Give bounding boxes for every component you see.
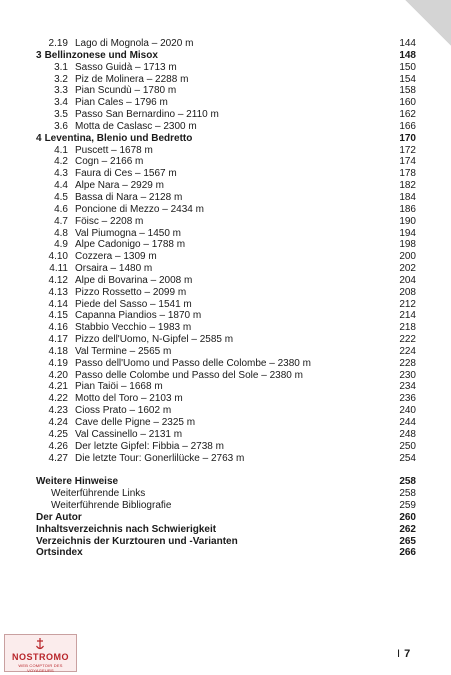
toc-entry-number: 4.14 xyxy=(48,298,68,310)
toc-section-row xyxy=(36,50,416,62)
toc-entry-number: 3.5 xyxy=(54,109,68,121)
toc-entry-page: 230 xyxy=(399,369,416,381)
toc-entry-page: 144 xyxy=(399,38,416,49)
toc-entry-row xyxy=(36,287,416,299)
toc-entry-page: 204 xyxy=(399,274,416,286)
toc-entry-number: 3 xyxy=(36,49,42,61)
toc-entry-row xyxy=(36,310,416,322)
toc-entry-title: Die letzte Tour: Gonerlilücke – 2763 m xyxy=(75,452,245,464)
toc-entry-page: 234 xyxy=(399,381,416,393)
toc-entry-title: Val Piumogna – 1450 m xyxy=(75,227,181,239)
toc-entry-number: 4.12 xyxy=(48,274,68,286)
toc-entry-row xyxy=(36,346,416,358)
toc-entry-row xyxy=(36,453,416,465)
toc-entry-title: Lago di Mognola – 2020 m xyxy=(75,38,194,49)
toc-entry-number: 4.25 xyxy=(48,428,68,440)
toc-entry-row xyxy=(36,216,416,228)
toc-entry-page: 250 xyxy=(399,440,416,452)
toc-entry-title: Weiterführende Links xyxy=(51,488,146,500)
toc-entry-row xyxy=(36,109,416,121)
anchor-icon xyxy=(36,638,44,650)
toc-section-row xyxy=(36,133,416,145)
toc-entry-number: 3.6 xyxy=(54,120,68,132)
toc-entry-title: Orsaira – 1480 m xyxy=(75,263,153,275)
toc-section-row xyxy=(36,547,416,559)
toc-entry-title: Bellinzonese und Misox xyxy=(44,49,158,61)
toc-entry-number: 4.4 xyxy=(54,180,68,192)
toc-entry-page: 170 xyxy=(399,132,416,144)
toc-entry-row xyxy=(36,168,416,180)
toc-entry-number: 4.18 xyxy=(48,345,68,357)
toc-entry-number: 4.26 xyxy=(48,440,68,452)
toc-entry-page: 228 xyxy=(399,357,416,369)
toc-entry-number: 4.16 xyxy=(48,322,68,334)
toc-entry-page: 224 xyxy=(399,345,416,357)
toc-entry-row xyxy=(36,145,416,157)
toc-entry-number: 4.3 xyxy=(54,168,68,180)
toc-section-row xyxy=(36,512,416,524)
toc-entry-page: 202 xyxy=(399,263,416,275)
toc-entry-row xyxy=(36,251,416,263)
toc-entry-title: Alpe Nara – 2929 m xyxy=(75,180,164,192)
toc-entry-number: 4.2 xyxy=(54,156,68,168)
toc-entry-title: Cogn – 2166 m xyxy=(75,156,144,168)
toc-entry-title: Ortsindex xyxy=(36,547,83,559)
toc-entry-row xyxy=(36,275,416,287)
toc-entry-page: 200 xyxy=(399,251,416,263)
toc-entry-number: 3.1 xyxy=(54,61,68,73)
toc-entry-page: 172 xyxy=(399,144,416,156)
toc-entry-row xyxy=(36,62,416,74)
toc-entry-page: 258 xyxy=(399,476,416,488)
toc-entry-page: 214 xyxy=(399,310,416,322)
toc-entry-number: 4.23 xyxy=(48,405,68,417)
toc-entry-row xyxy=(36,441,416,453)
toc-entry-page: 166 xyxy=(399,120,416,132)
toc-entry-row xyxy=(36,156,416,168)
toc-entry-row xyxy=(36,429,416,441)
toc-entry-title: Alpe Cadonigo – 1788 m xyxy=(75,239,186,251)
toc-entry-title: Leventina, Blenio und Bedretto xyxy=(44,132,193,144)
toc-entry-page: 194 xyxy=(399,227,416,239)
toc-entry-title: Val Termine – 2565 m xyxy=(75,345,172,357)
toc-entry-page: 198 xyxy=(399,239,416,251)
toc-entry-number: 4.1 xyxy=(54,144,68,156)
toc-entry-title: Sasso Guidà – 1713 m xyxy=(75,61,177,73)
toc-entry-title: Pizzo Rossetto – 2099 m xyxy=(75,286,187,298)
toc-spacer xyxy=(36,464,416,476)
toc-entry-row xyxy=(36,192,416,204)
toc-entry-number: 4 xyxy=(36,132,42,144)
toc-entry-page: 148 xyxy=(399,49,416,61)
toc-entry-page: 212 xyxy=(399,298,416,310)
toc-entry-row xyxy=(36,358,416,370)
toc-section-row xyxy=(36,524,416,536)
toc-entry-title: Puscett – 1678 m xyxy=(75,144,153,156)
toc-entry-title: Cioss Prato – 1602 m xyxy=(75,405,172,417)
toc-entry-page: 260 xyxy=(399,511,416,523)
toc-entry-number: 4.9 xyxy=(54,239,68,251)
toc-entry-row xyxy=(36,38,416,50)
toc-entry-page: 160 xyxy=(399,97,416,109)
toc-entry-number: 4.19 xyxy=(48,357,68,369)
toc-entry-title: Faura di Ces – 1567 m xyxy=(75,168,177,180)
toc-entry-page: 265 xyxy=(399,535,416,547)
toc-entry-row xyxy=(36,500,416,512)
toc-entry-row xyxy=(36,97,416,109)
toc-entry-title: Pizzo dell'Uomo, N-Gipfel – 2585 m xyxy=(75,334,234,346)
toc-entry-title: Alpe di Bovarina – 2008 m xyxy=(75,274,193,286)
toc-entry-page: 222 xyxy=(399,334,416,346)
toc-entry-row xyxy=(36,74,416,86)
toc-entry-number: 4.7 xyxy=(54,215,68,227)
toc-entry-page: 174 xyxy=(399,156,416,168)
toc-entry-page: 266 xyxy=(399,547,416,559)
toc-entry-title: Der letzte Gipfel: Fibbia – 2738 m xyxy=(75,440,224,452)
toc-entry-number: 4.20 xyxy=(48,369,68,381)
toc-entry-row xyxy=(36,488,416,500)
toc-entry-page: 236 xyxy=(399,393,416,405)
toc-entry-page: 244 xyxy=(399,417,416,428)
toc-entry-number: 4.10 xyxy=(48,251,68,263)
toc-entry-row xyxy=(36,239,416,251)
toc-entry-title: Piz de Molinera – 2288 m xyxy=(75,73,189,85)
toc-entry-number: 4.27 xyxy=(48,452,68,464)
toc-entry-page: 248 xyxy=(399,428,416,440)
table-of-contents xyxy=(36,38,416,559)
logo-tagline: WEB COMPTOIR DES VOYAGEURS xyxy=(18,663,63,673)
toc-entry-page: 262 xyxy=(399,523,416,535)
toc-entry-title: Passo dell'Uomo und Passo delle Colombe – 2380 m xyxy=(75,357,311,369)
toc-entry-number: 2.19 xyxy=(48,38,68,49)
toc-entry-row xyxy=(36,417,416,429)
toc-entry-number: 4.13 xyxy=(48,286,68,298)
toc-entry-title: Motta de Caslasc – 2300 m xyxy=(75,120,197,132)
toc-entry-title: Passo San Bernardino – 2110 m xyxy=(75,109,219,121)
toc-entry-title: Inhaltsverzeichnis nach Schwierigkeit xyxy=(36,523,217,535)
toc-entry-row xyxy=(36,180,416,192)
toc-entry-row xyxy=(36,370,416,382)
toc-entry-page: 154 xyxy=(399,73,416,85)
toc-entry-title: Piede del Sasso – 1541 m xyxy=(75,298,192,310)
toc-section-row xyxy=(36,476,416,488)
toc-entry-row xyxy=(36,299,416,311)
toc-entry-page: 190 xyxy=(399,215,416,227)
toc-entry-number: 4.15 xyxy=(48,310,68,322)
toc-entry-title: Bassa di Nara – 2128 m xyxy=(75,191,183,203)
toc-entry-page: 182 xyxy=(399,180,416,192)
toc-entry-number: 3.2 xyxy=(54,73,68,85)
toc-entry-row xyxy=(36,381,416,393)
page-number-value: 7 xyxy=(404,648,411,660)
logo-wordmark: NOSTROMO xyxy=(12,652,69,662)
toc-entry-number: 4.21 xyxy=(48,381,68,393)
toc-entry-page: 208 xyxy=(399,286,416,298)
toc-entry-row xyxy=(36,263,416,275)
toc-entry-page: 258 xyxy=(399,488,416,500)
toc-entry-row xyxy=(36,228,416,240)
page-number xyxy=(397,648,410,660)
toc-entry-title: Passo delle Colombe und Passo del Sole – 2380 m xyxy=(75,369,303,381)
toc-entry-page: 186 xyxy=(399,203,416,215)
toc-entry-page: 240 xyxy=(399,405,416,417)
toc-entry-number: 4.5 xyxy=(54,191,68,203)
toc-entry-page: 254 xyxy=(399,452,416,464)
toc-entry-title: Pian Cales – 1796 m xyxy=(75,97,168,109)
toc-entry-title: Val Cassinello – 2131 m xyxy=(75,428,183,440)
toc-entry-number: 4.6 xyxy=(54,203,68,215)
toc-entry-row xyxy=(36,322,416,334)
toc-entry-row xyxy=(36,204,416,216)
toc-entry-row xyxy=(36,393,416,405)
toc-entry-title: Der Autor xyxy=(36,511,82,523)
toc-entry-number: 4.24 xyxy=(48,417,68,428)
toc-entry-number: 3.4 xyxy=(54,97,68,109)
nostromo-logo xyxy=(4,634,77,672)
toc-entry-row xyxy=(36,405,416,417)
toc-entry-title: Pian Taiöi – 1668 m xyxy=(75,381,163,393)
toc-entry-page: 184 xyxy=(399,191,416,203)
toc-entry-number: 4.22 xyxy=(48,393,68,405)
toc-entry-title: Motto del Toro – 2103 m xyxy=(75,393,183,405)
toc-entry-title: Weiterführende Bibliografie xyxy=(51,500,172,512)
page-number-separator: I xyxy=(397,648,401,660)
toc-entry-title: Cozzera – 1309 m xyxy=(75,251,157,263)
toc-section-row xyxy=(36,536,416,548)
toc-entry-number: 4.8 xyxy=(54,227,68,239)
toc-entry-number: 4.17 xyxy=(48,334,68,346)
toc-entry-title: Föisc – 2208 m xyxy=(75,215,144,227)
toc-entry-row xyxy=(36,121,416,133)
toc-entry-number: 3.3 xyxy=(54,85,68,97)
toc-entry-title: Stabbio Vecchio – 1983 m xyxy=(75,322,192,334)
toc-entry-page: 178 xyxy=(399,168,416,180)
toc-entry-page: 158 xyxy=(399,85,416,97)
toc-entry-title: Capanna Piandios – 1870 m xyxy=(75,310,202,322)
toc-entry-page: 218 xyxy=(399,322,416,334)
toc-entry-title: Pian Scundù – 1780 m xyxy=(75,85,177,97)
toc-entry-title: Verzeichnis der Kurztouren und -Varianten xyxy=(36,535,238,547)
toc-entry-page: 150 xyxy=(399,61,416,73)
toc-entry-page: 162 xyxy=(399,109,416,121)
toc-entry-number: 4.11 xyxy=(49,263,68,275)
toc-entry-title: Weitere Hinweise xyxy=(36,476,119,488)
toc-entry-title: Cave delle Pigne – 2325 m xyxy=(75,417,196,428)
toc-entry-row xyxy=(36,85,416,97)
toc-entry-title: Poncione di Mezzo – 2434 m xyxy=(75,203,204,215)
toc-entry-row xyxy=(36,334,416,346)
toc-entry-page: 259 xyxy=(399,500,416,512)
